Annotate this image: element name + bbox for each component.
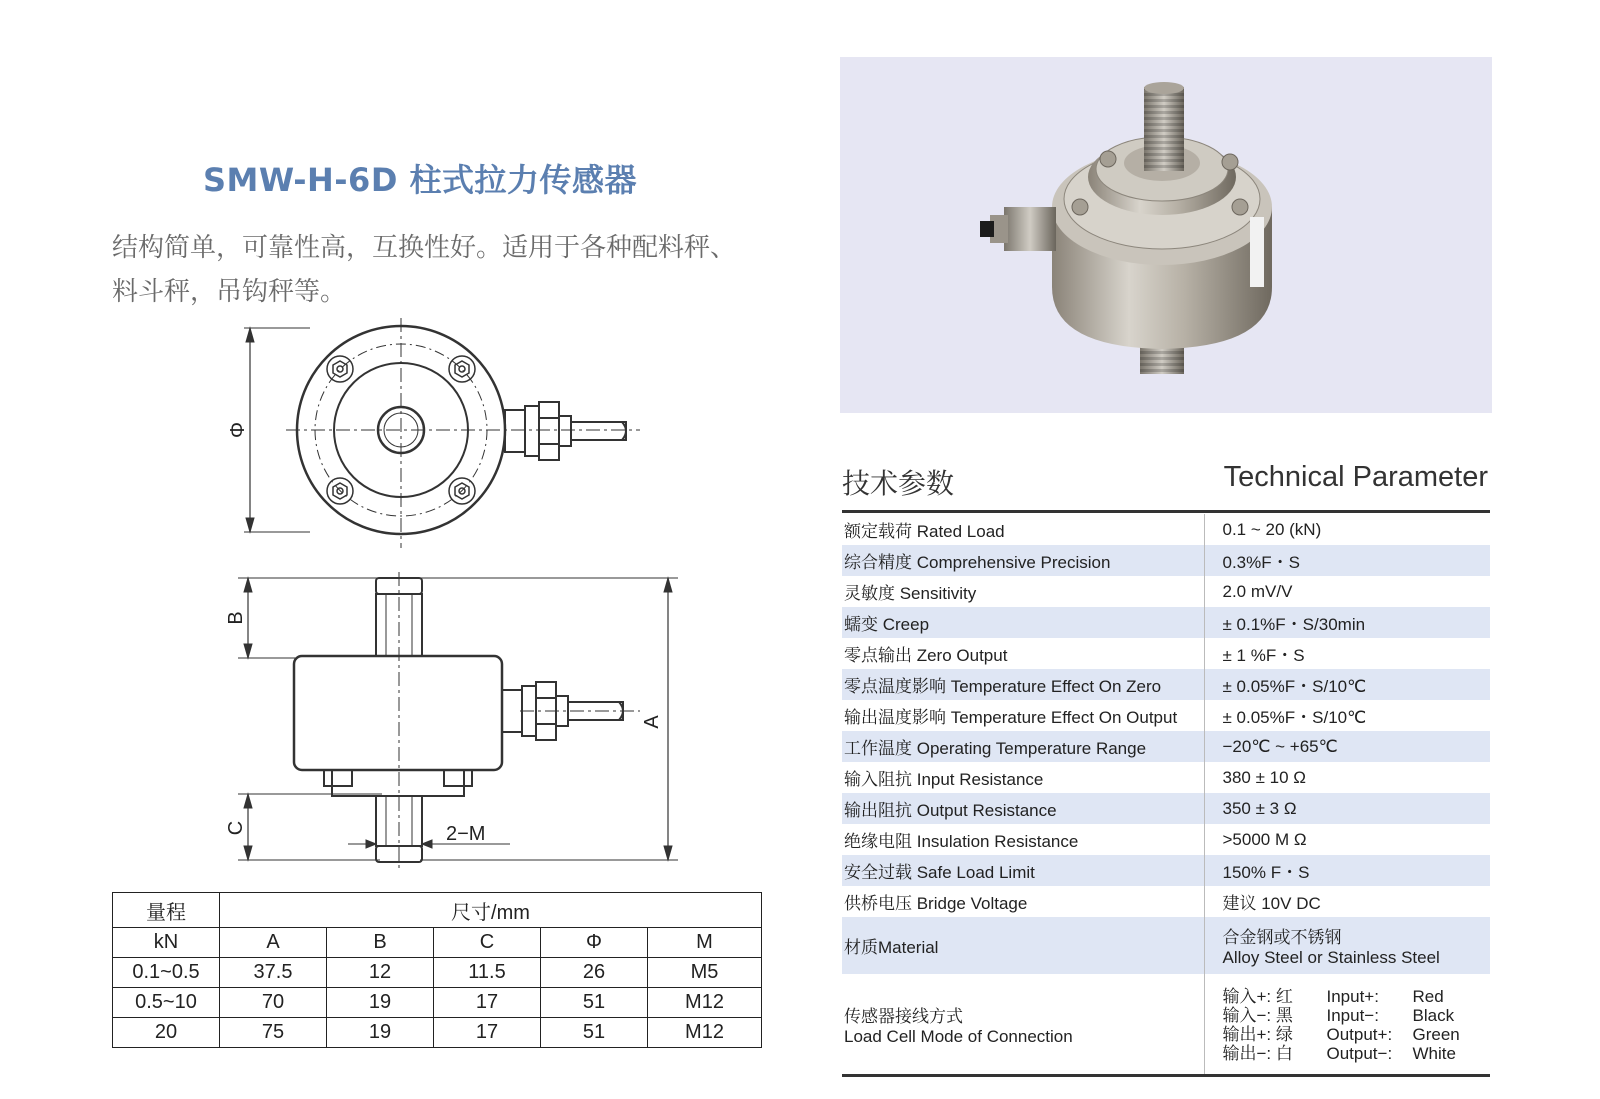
wire-cn: 输出+: 绿 [1222,1024,1293,1044]
phi-label: Φ [227,422,249,438]
wiring-value [1204,974,1490,1075]
param-name: 输出温度影响 Temperature Effect On Output [844,708,1178,727]
description-line-1: 结构简单，可靠性高，互换性好。适用于各种配料秤、 [112,233,737,263]
material-row [842,917,1490,974]
param-name: 绝缘电阻 Insulation Resistance [844,832,1079,851]
wiring-name-en: Load Cell Mode of Connection [844,1027,1073,1046]
table-cell: 17 [434,988,541,1018]
param-row [842,762,1490,793]
table-cell: Φ [541,928,648,958]
range-header: 量程 [113,893,220,928]
param-value: −20℃ ~ +65℃ [1204,731,1490,762]
table-cell: 19 [327,1018,434,1048]
material-value-en: Alloy Steel or Stainless Steel [1222,948,1440,967]
param-value: 0.1 ~ 20 (kN) [1204,514,1490,545]
table-cell: 70 [220,988,327,1018]
param-row [842,886,1490,917]
load-cell-image [840,57,1492,413]
param-name: 综合精度 Comprehensive Precision [842,545,1204,576]
table-cell: M5 [648,958,762,988]
table-cell: 17 [434,1018,541,1048]
table-cell: 26 [541,958,648,988]
wiring-name-cn: 传感器接线方式 [844,1007,963,1026]
table-cell: 20 [113,1018,220,1048]
param-row [842,514,1490,545]
param-row [842,545,1490,576]
m-label: 2−M [446,823,486,845]
param-name: 输入阻抗 Input Resistance [844,770,1044,789]
table-cell: 51 [541,1018,648,1048]
wire-en: Output−: [1326,1043,1393,1063]
dimension-table [112,892,762,1048]
param-value: 2.0 mV/V [1204,576,1490,607]
param-row [842,824,1490,855]
param-value: 0.3%F・S [1204,545,1490,576]
table-row [113,988,762,1018]
param-row [842,669,1490,700]
table-cell: C [434,928,541,958]
table-row [113,1018,762,1048]
table-header-row [113,893,762,928]
side-view-drawing [220,572,700,872]
param-row [842,607,1490,638]
c-label: C [225,820,247,836]
table-cell: B [327,928,434,958]
param-name: 材质Material [842,917,1204,974]
table-cell: 12 [327,958,434,988]
param-value: ± 1 %F・S [1204,638,1490,669]
param-name: 额定载荷 Rated Load [844,522,1005,541]
wire-en: Input−: [1326,1005,1379,1025]
wire-cn: 输出−: 白 [1222,1043,1293,1063]
param-name: 输出阻抗 Output Resistance [842,793,1204,824]
top-view-drawing [220,318,660,558]
divider [842,510,1490,513]
param-value: 380 ± 10 Ω [1204,762,1490,793]
param-value: 350 ± 3 Ω [1204,793,1490,824]
wire-color: Green [1412,1024,1460,1044]
wire-color: Black [1412,1005,1455,1025]
param-row [842,855,1490,886]
product-title: SMW-H-6D 柱式拉力传感器 [202,161,638,199]
param-name: 零点输出 Zero Output [844,646,1008,665]
table-cell: A [220,928,327,958]
tech-title-en: Technical Parameter [1223,461,1488,493]
wire-en: Input+: [1326,986,1379,1006]
param-value: ± 0.05%F・S/10℃ [1204,700,1490,731]
product-photo [840,57,1492,413]
a-label: A [641,715,663,729]
table-cell: 19 [327,988,434,1018]
param-value: >5000 M Ω [1204,824,1490,855]
table-cell: 37.5 [220,958,327,988]
table-row [113,958,762,988]
param-name: 蠕变 Creep [842,607,1204,638]
wiring-name [842,974,1204,1075]
table-cell: kN [113,928,220,958]
param-value: 150% F・S [1204,855,1490,886]
param-name: 供桥电压 Bridge Voltage [844,894,1028,913]
description-line-2: 料斗秤，吊钩秤等。 [112,277,347,307]
param-row [842,731,1490,762]
material-value-cn: 合金钢或不锈钢 [1222,928,1342,947]
divider [842,1074,1490,1077]
table-cell: M12 [648,988,762,1018]
wire-color: White [1412,1043,1456,1063]
param-name: 工作温度 Operating Temperature Range [842,731,1204,762]
param-name: 灵敏度 Sensitivity [844,584,977,603]
table-cell: 51 [541,988,648,1018]
table-cell: M12 [648,1018,762,1048]
param-row [842,700,1490,731]
wire-color: Red [1412,986,1444,1006]
wiring-row [842,974,1490,1075]
param-value: ± 0.05%F・S/10℃ [1204,669,1490,700]
b-label: B [225,611,247,625]
param-row [842,638,1490,669]
param-row [842,793,1490,824]
parameter-table [842,514,1490,1075]
table-cell: 0.5~10 [113,988,220,1018]
wire-cn: 输入+: 红 [1222,986,1293,1006]
param-value: ± 0.1%F・S/30min [1204,607,1490,638]
table-cell: 75 [220,1018,327,1048]
param-row [842,576,1490,607]
param-name: 安全过载 Safe Load Limit [842,855,1204,886]
material-value [1204,917,1490,974]
size-header: 尺寸/mm [220,893,762,928]
wire-en: Output+: [1326,1024,1393,1044]
table-cell: M [648,928,762,958]
table-cell: 0.1~0.5 [113,958,220,988]
param-value: 建议 10V DC [1204,886,1490,917]
tech-title-cn: 技术参数 [842,467,955,500]
table-unit-row [113,928,762,958]
wire-cn: 输入−: 黑 [1222,1005,1293,1025]
product-description [112,226,802,314]
param-name: 零点温度影响 Temperature Effect On Zero [842,669,1204,700]
table-cell: 11.5 [434,958,541,988]
